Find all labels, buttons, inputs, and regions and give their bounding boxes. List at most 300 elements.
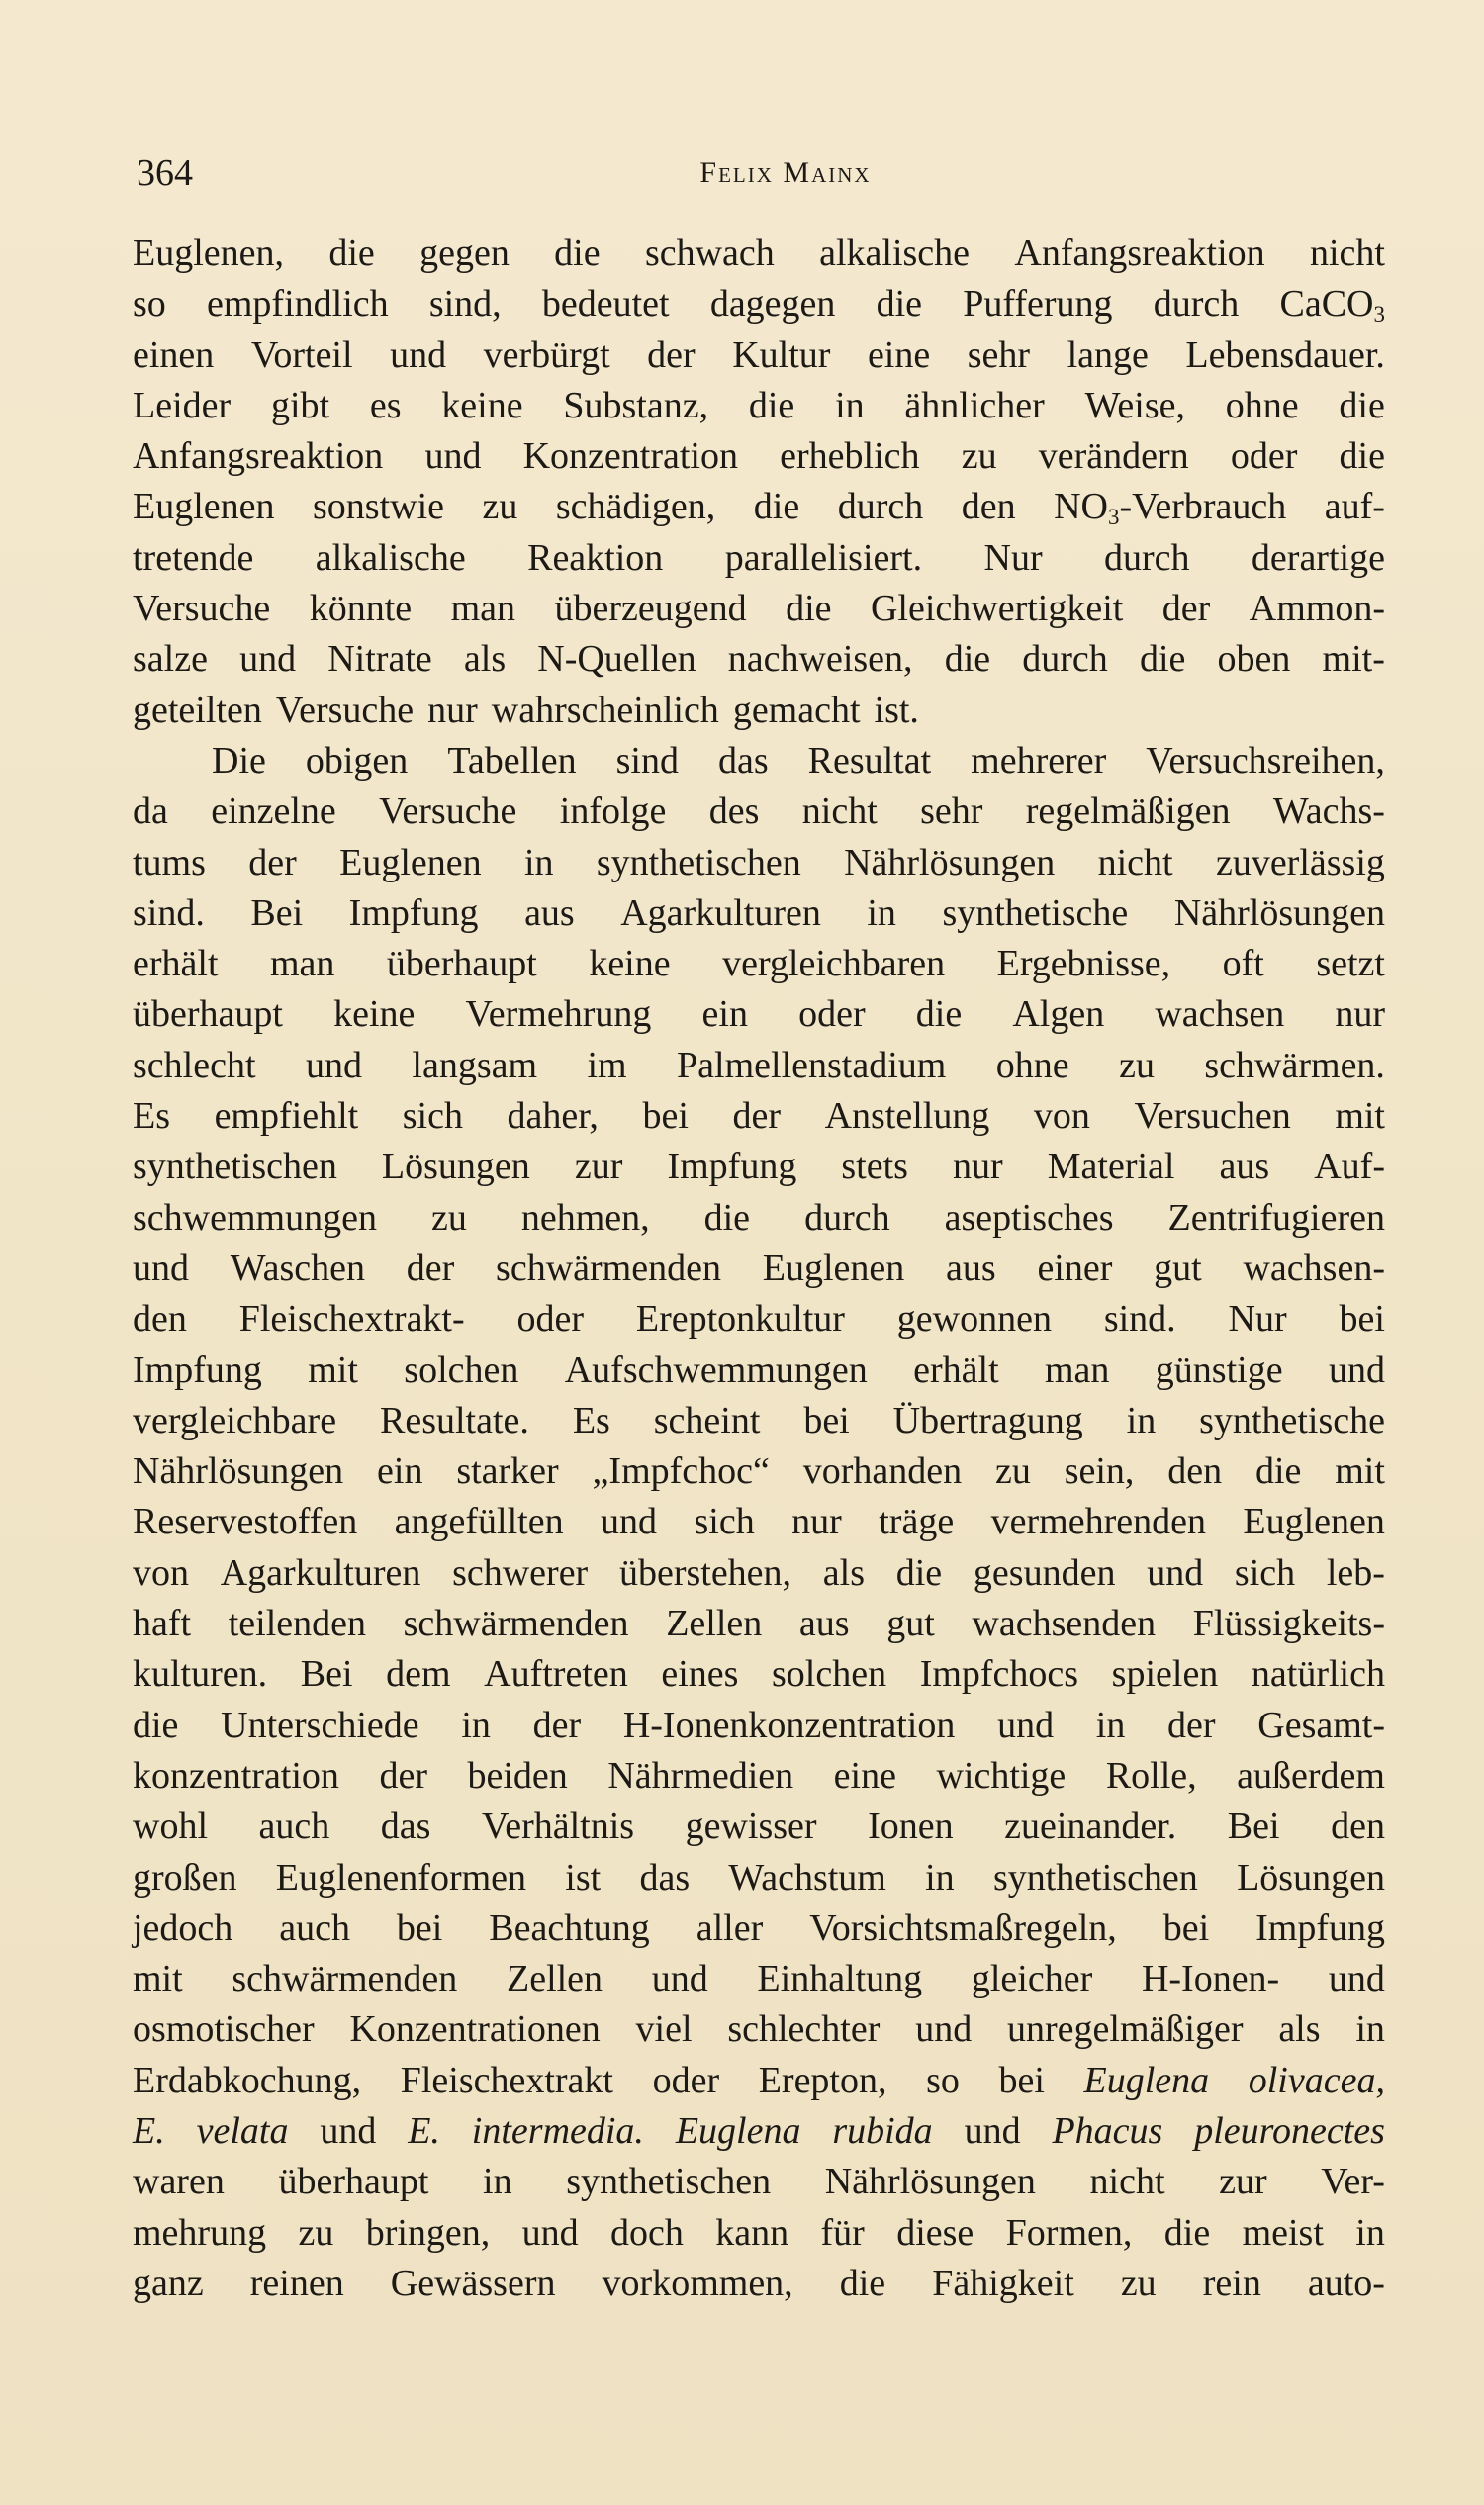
- word: da: [133, 790, 168, 833]
- word: dem: [386, 1653, 451, 1696]
- text-line: [133, 482, 1385, 532]
- word: und: [651, 1958, 708, 2000]
- word: Vorsichtsmaßregeln,: [809, 1906, 1117, 1949]
- word: erheblich: [780, 435, 920, 478]
- word: bringen,: [365, 2211, 491, 2254]
- word: Euglenenformen: [275, 1856, 527, 1899]
- word: Bei: [250, 891, 304, 934]
- word: Versuchen: [1134, 1095, 1291, 1138]
- word: man: [1045, 1348, 1110, 1391]
- word: bei: [396, 1906, 443, 1949]
- word: setzt: [1316, 943, 1385, 985]
- word: Ver-: [1321, 2161, 1385, 2203]
- word: Palmellenstadium: [677, 1044, 947, 1086]
- word: vorkommen,: [602, 2262, 793, 2304]
- word: Nährlösungen: [133, 1450, 344, 1493]
- word: und: [1328, 1958, 1385, 2000]
- word: in: [925, 1856, 955, 1899]
- word: angefüllten: [394, 1501, 564, 1543]
- word: zu: [482, 486, 518, 528]
- word: osmotischer: [133, 2008, 315, 2051]
- word: ist.: [874, 689, 919, 731]
- word: und: [521, 2211, 579, 2254]
- word: die: [703, 1196, 751, 1239]
- word: zur: [574, 1146, 623, 1188]
- word: ganz: [133, 2262, 204, 2304]
- word: überhaupt: [386, 943, 537, 985]
- running-head: Felix Mainx: [699, 156, 872, 189]
- word: der: [248, 841, 297, 883]
- word: Fleischextrakt-: [238, 1298, 465, 1341]
- text-line: [133, 533, 1385, 584]
- word: einer: [1037, 1247, 1113, 1289]
- word: kulturen.: [133, 1653, 268, 1696]
- word: Rolle,: [1105, 1754, 1197, 1797]
- text-line: [133, 1802, 1385, 1852]
- word: infolge: [559, 790, 667, 833]
- word: nur: [427, 689, 478, 731]
- word: synthetische: [942, 891, 1129, 934]
- word: Flüssigkeits-: [1192, 1603, 1385, 1645]
- word: Aufschwemmungen: [564, 1348, 868, 1391]
- formula-subscript: 3: [1107, 505, 1120, 530]
- word: von: [133, 1551, 189, 1594]
- word: Versuchsreihen,: [1146, 739, 1385, 782]
- word: in: [523, 841, 554, 883]
- text-line: [133, 2004, 1385, 2055]
- word: gewonnen: [896, 1298, 1052, 1341]
- text-line: [133, 888, 1385, 939]
- species-name: Euglena: [1083, 2059, 1210, 2101]
- word: schwemmungen: [133, 1196, 377, 1239]
- text-line: [133, 381, 1385, 431]
- word: der: [532, 1704, 582, 1746]
- species-name: pleuronectes: [1194, 2109, 1385, 2152]
- word: auch: [258, 1806, 330, 1848]
- word: der: [379, 1754, 427, 1797]
- word: schwärmen.: [1204, 1044, 1385, 1086]
- word: auto-: [1307, 2262, 1385, 2304]
- word: zu: [961, 435, 997, 478]
- word: in: [1126, 1399, 1157, 1441]
- word: wachsen: [1155, 993, 1285, 1036]
- text-line: [133, 2056, 1385, 2106]
- word: Formen,: [1005, 2211, 1133, 2254]
- word: durch: [837, 486, 924, 528]
- page-number: 364: [137, 152, 193, 194]
- word: Impfchocs: [919, 1653, 1079, 1696]
- word: verbürgt: [483, 333, 610, 376]
- word: für: [820, 2211, 865, 2254]
- text-line: [133, 1903, 1385, 1954]
- word: schwärmenden: [232, 1958, 458, 2000]
- word: zur: [1219, 2161, 1267, 2203]
- word: Leider: [133, 384, 232, 426]
- word: bei: [1339, 1298, 1385, 1341]
- word: großen: [133, 1856, 237, 1899]
- word: synthetischen: [992, 1856, 1198, 1899]
- word: Gesamt-: [1257, 1704, 1385, 1746]
- word: Impfung: [133, 1348, 262, 1391]
- word: die: [1339, 435, 1385, 478]
- word: Agarkulturen: [220, 1551, 421, 1594]
- word: schwärmenden: [403, 1603, 629, 1645]
- word: im: [587, 1044, 627, 1086]
- word: von: [1033, 1095, 1090, 1138]
- text-line: [133, 279, 1385, 329]
- species-name: Phacus: [1052, 2109, 1163, 2152]
- word: synthetische: [1199, 1399, 1385, 1441]
- word: bei: [803, 1399, 850, 1441]
- word: unregelmäßiger: [1007, 2008, 1244, 2051]
- text-line: [133, 838, 1385, 888]
- word: die: [1163, 2211, 1211, 2254]
- word: gibt: [270, 384, 330, 426]
- word: die: [786, 588, 832, 630]
- word: als: [822, 1551, 866, 1594]
- word: zu: [1119, 1044, 1155, 1086]
- word: natürlich: [1251, 1653, 1385, 1696]
- word: Nährlösungen: [844, 841, 1056, 883]
- word: als: [1278, 2008, 1321, 2051]
- word: wohl: [133, 1806, 208, 1848]
- word: Euglenen,: [133, 232, 285, 274]
- word: Ereptonkultur: [635, 1298, 845, 1341]
- word: mit-: [1322, 638, 1385, 681]
- word: die: [554, 232, 601, 274]
- text-line: [133, 2106, 1385, 2157]
- word: wachsen-: [1243, 1247, 1385, 1289]
- word: Nur: [1228, 1298, 1287, 1341]
- text-line: [133, 1294, 1385, 1345]
- word: Bei: [300, 1653, 353, 1696]
- word: Agarkulturen: [620, 891, 821, 934]
- word: vermehrenden: [990, 1501, 1206, 1543]
- word: Lösungen: [1237, 1856, 1385, 1899]
- word: des: [708, 790, 760, 833]
- word: der: [406, 1247, 455, 1289]
- word: die: [753, 486, 800, 528]
- word: Vorteil: [250, 333, 353, 376]
- word: die: [839, 2262, 886, 2304]
- word: oder: [516, 1298, 585, 1341]
- word: mit: [308, 1348, 358, 1391]
- word: schlechter: [727, 2008, 881, 2051]
- text-line: [133, 2259, 1385, 2309]
- word: gut: [886, 1603, 935, 1645]
- word: parallelisiert.: [724, 536, 923, 579]
- word: salze: [133, 638, 208, 681]
- word: Anstellung: [824, 1095, 990, 1138]
- word: zu: [1120, 2262, 1157, 2304]
- word: schwerer: [452, 1551, 589, 1594]
- word: zuverlässig: [1215, 841, 1385, 883]
- word: nachweisen,: [727, 638, 913, 681]
- word: Beachtung: [489, 1906, 650, 1949]
- text-line: [133, 787, 1385, 837]
- word: und: [133, 1247, 189, 1289]
- word: die: [328, 232, 375, 274]
- word: Fähigkeit: [932, 2262, 1074, 2304]
- word: und: [1147, 1551, 1204, 1594]
- word: tretende: [133, 536, 254, 579]
- word: den: [1167, 1450, 1223, 1493]
- word: Ergebnisse,: [996, 943, 1171, 985]
- word: durch: [1104, 536, 1190, 579]
- word: sehr: [967, 333, 1031, 376]
- species-name: E.: [408, 2109, 440, 2152]
- text-line: [133, 634, 1385, 685]
- word: sein,: [1064, 1450, 1135, 1493]
- word: auf-: [1324, 486, 1385, 528]
- formula-base: CaCO: [1279, 283, 1374, 325]
- formula-suffix: -Verbrauch: [1119, 486, 1287, 528]
- word: Nur: [983, 536, 1043, 579]
- word: das: [717, 739, 769, 782]
- chemical-formula: [1054, 482, 1286, 532]
- word: Waschen: [230, 1247, 365, 1289]
- word: Pufferung: [963, 283, 1113, 325]
- word: daher,: [507, 1095, 599, 1138]
- word: überhaupt: [278, 2161, 429, 2203]
- word: die: [876, 283, 923, 325]
- text-line: [133, 584, 1385, 634]
- word: einzelne: [211, 790, 336, 833]
- word: Nährlösungen: [1173, 891, 1385, 934]
- word: mehrerer: [971, 739, 1107, 782]
- species-name: E.: [133, 2109, 165, 2152]
- word: beiden: [467, 1754, 568, 1797]
- word: obigen: [305, 739, 409, 782]
- word: Euglenen: [339, 841, 482, 883]
- word: die: [915, 993, 963, 1036]
- word: gegen: [419, 232, 510, 274]
- word: sind: [615, 739, 679, 782]
- word: den: [133, 1298, 187, 1341]
- word: Impfung: [1255, 1906, 1385, 1949]
- text-line: [133, 1244, 1385, 1294]
- text-line: [133, 1853, 1385, 1903]
- word: keine: [441, 384, 523, 426]
- word: Konzentrationen: [349, 2008, 601, 2051]
- word: „Impfchoc“: [592, 1450, 770, 1493]
- word: in: [1095, 1704, 1126, 1746]
- word: Verhältnis: [481, 1806, 635, 1848]
- text-line: [133, 1091, 1385, 1142]
- word: träge: [879, 1501, 955, 1543]
- text-line: [133, 431, 1385, 482]
- word: das: [639, 1856, 691, 1899]
- word: viel: [635, 2008, 693, 2051]
- word: mit: [1335, 1095, 1385, 1138]
- word: Versuche: [379, 790, 517, 833]
- word: dagegen: [709, 283, 836, 325]
- word: in: [1355, 2211, 1385, 2254]
- word: ist: [565, 1856, 602, 1899]
- word: sich: [402, 1095, 463, 1138]
- word: oder: [652, 2059, 720, 2101]
- word: in: [867, 891, 896, 934]
- text-line: [133, 939, 1385, 989]
- word: die: [1254, 1450, 1302, 1493]
- word: überstehen,: [618, 1551, 792, 1594]
- text-line: [133, 229, 1385, 279]
- word: konzentration: [133, 1754, 339, 1797]
- word: die: [1139, 638, 1186, 681]
- word: der: [1161, 588, 1211, 630]
- word: so: [926, 2059, 960, 2101]
- word: Vermehrung: [465, 993, 652, 1036]
- word: in: [1355, 2008, 1385, 2051]
- word: in: [461, 1704, 491, 1746]
- word: eines: [661, 1653, 739, 1696]
- word: Euglenen: [762, 1247, 905, 1289]
- word: haft: [133, 1603, 192, 1645]
- word: aseptisches: [944, 1196, 1114, 1239]
- word: oft: [1222, 943, 1264, 985]
- word: spielen: [1111, 1653, 1219, 1696]
- word: diese: [896, 2211, 974, 2254]
- word: mehrung: [133, 2211, 267, 2254]
- word: derartige: [1251, 536, 1385, 579]
- word: sich: [1234, 1551, 1296, 1594]
- word: Einhaltung: [757, 1958, 923, 2000]
- text-line: [133, 1446, 1385, 1497]
- word: der: [732, 1095, 781, 1138]
- word: Zentrifugieren: [1167, 1196, 1385, 1239]
- word: Lebensdauer.: [1185, 333, 1385, 376]
- word: jedoch: [133, 1906, 233, 1949]
- word: aus: [524, 891, 575, 934]
- word: Konzentration: [522, 435, 738, 478]
- word: Fleischextrakt: [400, 2059, 613, 2101]
- word: wahrscheinlich: [491, 689, 719, 731]
- word: scheint: [653, 1399, 761, 1441]
- word: Anfangsreaktion: [1014, 232, 1265, 274]
- word: leb-: [1326, 1551, 1385, 1594]
- word: sind,: [428, 283, 502, 325]
- word: vorhanden: [802, 1450, 963, 1493]
- text-line: [133, 1751, 1385, 1802]
- word: empfiehlt: [214, 1095, 359, 1138]
- word: nicht: [1309, 232, 1385, 274]
- word: und: [390, 333, 447, 376]
- word: keine: [333, 993, 416, 1036]
- word: oder: [798, 993, 866, 1036]
- word: durch: [1153, 283, 1240, 325]
- species-name: olivacea,: [1248, 2059, 1385, 2101]
- word: Die: [212, 739, 266, 782]
- word: der: [647, 333, 696, 376]
- word: Lösungen: [381, 1146, 530, 1188]
- word: vergleichbaren: [722, 943, 946, 985]
- word: Kultur: [732, 333, 831, 376]
- word: zu: [430, 1196, 467, 1239]
- text-line: [133, 2208, 1385, 2259]
- word: Resultate.: [380, 1399, 529, 1441]
- word: günstige: [1155, 1348, 1283, 1391]
- word: solchen: [404, 1348, 519, 1391]
- word: die: [748, 384, 795, 426]
- word: mit: [1335, 1450, 1385, 1493]
- word: Auf-: [1314, 1146, 1385, 1188]
- word: Euglenen: [133, 486, 275, 528]
- word: Erdabkochung,: [133, 2059, 362, 2101]
- word: sehr: [920, 790, 983, 833]
- word: Wachs-: [1272, 790, 1385, 833]
- word: zu: [298, 2211, 334, 2254]
- word: Unterschiede: [221, 1704, 419, 1746]
- word: durch: [1022, 638, 1108, 681]
- word: schwärmenden: [496, 1247, 721, 1289]
- word: Versuche: [275, 689, 415, 731]
- word: Nährmedien: [607, 1754, 794, 1797]
- body-text: [133, 229, 1385, 2309]
- word: gleicher: [971, 1958, 1093, 2000]
- word: ohne: [1225, 384, 1299, 426]
- word: teilenden: [228, 1603, 366, 1645]
- word: synthetischen: [133, 1146, 337, 1188]
- word: und: [915, 2008, 973, 2051]
- word: kann: [715, 2211, 789, 2254]
- word: schwach: [644, 232, 775, 274]
- word: mit: [133, 1958, 183, 2000]
- word: sind.: [133, 891, 205, 934]
- chemical-formula: [1279, 279, 1385, 329]
- formula-base: NO: [1054, 486, 1108, 528]
- word: waren: [133, 2161, 225, 2203]
- text-line: [133, 1345, 1385, 1396]
- species-name: rubida: [832, 2109, 933, 2152]
- word: durch: [804, 1196, 890, 1239]
- word: keine: [589, 943, 671, 985]
- word: reinen: [249, 2262, 344, 2304]
- text-line: [133, 1548, 1385, 1599]
- word: erhält: [133, 943, 219, 985]
- word: nicht: [801, 790, 878, 833]
- word: Es: [133, 1095, 170, 1138]
- word: Nährlösungen: [824, 2161, 1036, 2203]
- word: nur: [953, 1146, 1003, 1188]
- word: verändern: [1038, 435, 1189, 478]
- text-line: [133, 989, 1385, 1040]
- word: die: [895, 1551, 943, 1594]
- word: Tabellen: [447, 739, 577, 782]
- word: sich: [694, 1501, 755, 1543]
- word: und: [239, 638, 297, 681]
- word: schlecht: [133, 1044, 256, 1086]
- word: nehmen,: [520, 1196, 650, 1239]
- word: bei: [642, 1095, 689, 1138]
- word: bei: [1162, 1906, 1210, 1949]
- word: könnte: [309, 588, 413, 630]
- word: eine: [833, 1754, 896, 1797]
- word: empfindlich: [207, 283, 389, 325]
- word: Nitrate: [327, 638, 432, 681]
- word: Impfung: [348, 891, 479, 934]
- word: und: [305, 1044, 362, 1086]
- word: auch: [279, 1906, 350, 1949]
- word: Algen: [1012, 993, 1105, 1036]
- word: es: [369, 384, 402, 426]
- word: alkalische: [819, 232, 971, 274]
- word: nicht: [1089, 2161, 1165, 2203]
- word: Resultat: [807, 739, 932, 782]
- word: und: [320, 2109, 377, 2152]
- word: aller: [696, 1906, 764, 1949]
- word: Reservestoffen: [133, 1501, 358, 1543]
- word: zueinander.: [1004, 1806, 1177, 1848]
